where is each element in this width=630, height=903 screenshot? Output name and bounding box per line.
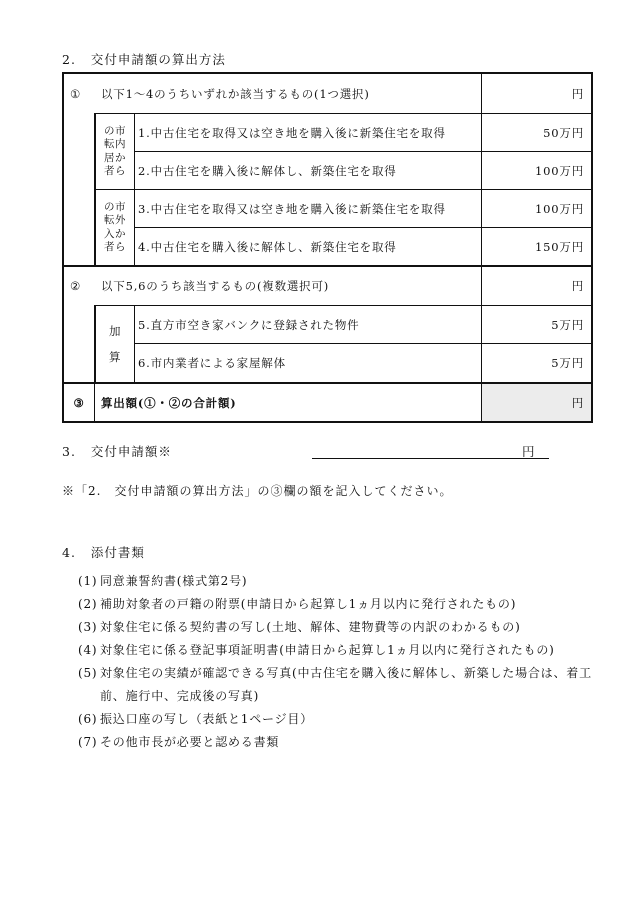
row-2-label: 以下5,6のうち該当するもの(複数選択可)	[101, 279, 330, 293]
row-3-marker: ③	[73, 395, 85, 410]
border-bottom	[62, 421, 593, 423]
addition-label: 加 算	[109, 324, 121, 364]
item-6-amount: 5万円	[551, 356, 584, 370]
calculation-table	[62, 72, 593, 423]
section-3-number: 3.	[62, 444, 76, 459]
section-2-heading	[62, 50, 226, 68]
list-item: (3) 対象住宅に係る契約書の写し(土地、解体、建物費等の内訳のわかるもの)	[78, 620, 521, 634]
row-2-marker: ②	[70, 279, 82, 293]
section-3-title: 交付申請額※	[90, 444, 172, 459]
item-2-amount: 100万円	[535, 163, 584, 178]
list-item: (5) 対象住宅の実績が確認できる写真(中古住宅を購入後に解体し、新築した場合は、着工前、施行中、完成後の写真)	[78, 666, 592, 703]
item-3-label: 3.中古住宅を取得又は空き地を購入後に新築住宅を取得	[138, 201, 446, 216]
row-3-label: 算出額(①・②の合計額)	[101, 395, 237, 410]
note-text: ※「2. 交付申請額の算出方法」の③欄の額を記入してください。	[62, 484, 453, 498]
item-4-amount: 150万円	[535, 239, 584, 254]
group-outside-label: の市 転外 入か 者ら	[104, 200, 126, 253]
section-3-heading	[62, 442, 172, 460]
list-item: (7) その他市長が必要と認める書類	[78, 735, 280, 749]
vline-group-2	[134, 305, 135, 383]
vline-group-1	[134, 113, 135, 266]
row-2-unit: 円	[571, 279, 584, 293]
section-4-heading	[62, 543, 145, 561]
section-4-title: 添付書類	[90, 545, 145, 560]
item-4-label: 4.中古住宅を購入後に解体し、新築住宅を取得	[138, 239, 397, 254]
item-2-label: 2.中古住宅を購入後に解体し、新築住宅を取得	[138, 163, 397, 178]
list-item: (2) 補助対象者の戸籍の附票(申請日から起算し1ヵ月以内に発行されたもの)	[78, 597, 517, 611]
item-5-amount: 5万円	[551, 317, 584, 332]
list-item: (6) 振込口座の写し（表紙と1ページ目）	[78, 712, 313, 726]
vline-marker	[94, 383, 95, 422]
application-amount-line[interactable]	[312, 458, 549, 459]
list-item: (1) 同意兼誓約書(様式第2号)	[78, 574, 248, 588]
row-1-label: 以下1～4のうちいずれか該当するもの(1つ選択)	[101, 86, 370, 101]
section-2-title: 交付申請額の算出方法	[90, 52, 226, 67]
item-5-label: 5.直方市空き家バンクに登録された物件	[138, 317, 360, 332]
item-1-amount: 50万円	[543, 125, 584, 140]
row-3-unit: 円	[571, 395, 584, 410]
section-2-number: 2.	[62, 52, 76, 67]
documents-list	[78, 570, 598, 754]
group-inside-label: の市 転内 居か 者ら	[104, 124, 126, 177]
item-3-amount: 100万円	[535, 201, 584, 216]
border-left	[62, 72, 64, 423]
list-item: (4) 対象住宅に係る登記事項証明書(申請日から起算し1ヵ月以内に発行されたもの)	[78, 643, 555, 657]
item-6-label: 6.市内業者による家屋解体	[138, 356, 286, 370]
border-right	[591, 72, 593, 423]
item-1-label: 1.中古住宅を取得又は空き地を購入後に新築住宅を取得	[138, 125, 446, 140]
row-1-unit: 円	[571, 86, 584, 101]
section-3-unit: 円	[522, 444, 536, 459]
row-1-marker: ①	[70, 86, 82, 101]
section-4-number: 4.	[62, 545, 76, 560]
